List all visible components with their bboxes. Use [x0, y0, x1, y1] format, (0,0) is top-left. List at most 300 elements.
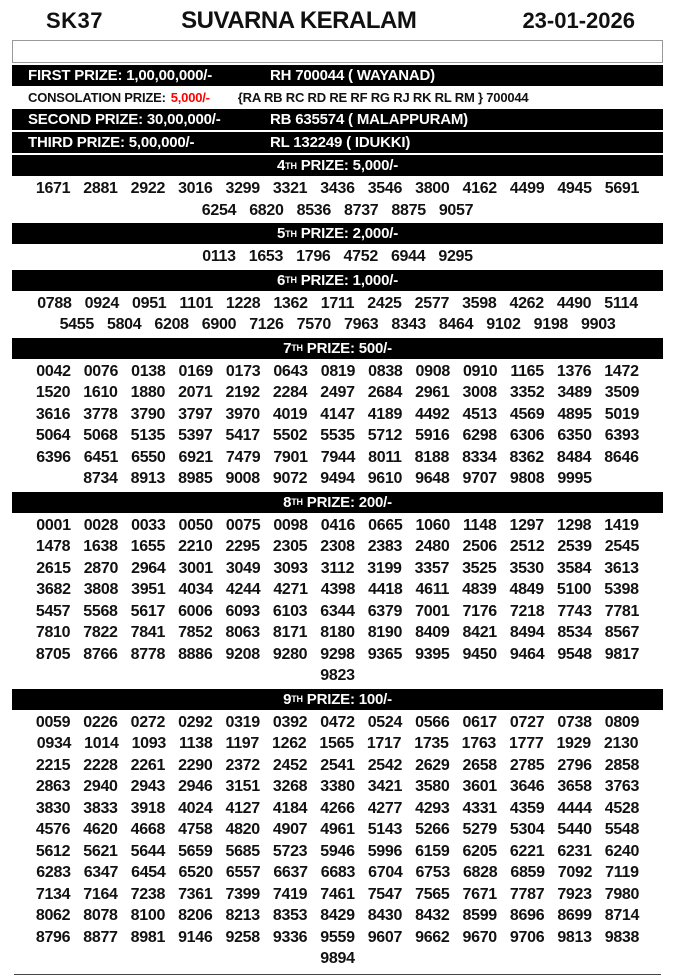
winning-number: 5691 [604, 180, 640, 197]
winning-number: 9365 [367, 645, 403, 663]
winning-number: 1777 [509, 735, 544, 752]
winning-number: 8646 [604, 448, 639, 466]
winning-number: 3299 [225, 180, 260, 197]
winning-number: 7119 [605, 864, 639, 881]
winning-number: 3584 [556, 559, 592, 577]
winning-number: 5548 [604, 821, 640, 838]
winning-number: 4569 [509, 405, 545, 423]
winning-number: 9662 [415, 928, 450, 946]
winning-number: 8078 [83, 907, 118, 924]
winning-number: 5535 [320, 427, 355, 444]
winning-number: 1653 [248, 248, 284, 265]
winning-number: 6006 [178, 602, 213, 620]
winning-number: 3530 [509, 559, 544, 577]
winning-number: 6093 [225, 602, 260, 620]
winning-number: 0001 [36, 516, 71, 534]
prize-tier-header: 5 TH PRIZE: 2,000/- [12, 223, 663, 244]
winning-number: 9464 [509, 645, 545, 663]
consolation-prize-row [12, 88, 663, 107]
winning-number: 5398 [604, 581, 639, 598]
winning-number: 1638 [83, 538, 118, 555]
winning-number: 1376 [556, 362, 592, 380]
winning-number: 5996 [367, 842, 403, 860]
winning-number: 3763 [604, 778, 640, 795]
winning-number: 5712 [367, 427, 403, 444]
winning-number: 6828 [462, 864, 498, 881]
winning-number: 3970 [225, 405, 260, 423]
winning-number: 4293 [415, 799, 450, 817]
winning-number: 2785 [509, 756, 545, 774]
winning-number: 0643 [273, 362, 308, 380]
winning-number: 3199 [367, 559, 402, 577]
winning-number: 9670 [462, 928, 497, 946]
winning-number: 5685 [225, 842, 260, 860]
winning-number: 4398 [320, 581, 356, 598]
winning-number: 4611 [415, 581, 450, 598]
winning-number: 6283 [36, 864, 71, 881]
winning-number: 7980 [604, 885, 640, 903]
winning-number: 8190 [367, 624, 403, 641]
winning-number: 0113 [202, 248, 236, 265]
winning-number: 2545 [604, 538, 640, 555]
winning-number: 7461 [320, 885, 355, 903]
winning-number: 3546 [367, 180, 403, 197]
winning-number: 0416 [320, 516, 356, 534]
result-header [0, 0, 675, 38]
winning-number: 2964 [131, 559, 166, 577]
consolation-series: {RA RB RC RD RE RF RG RJ RK RL RM } 700044 [237, 90, 529, 105]
winning-number: 6350 [557, 427, 592, 444]
winning-number: 8981 [130, 928, 166, 946]
winning-number: 8696 [509, 907, 545, 924]
winning-number: 7126 [249, 316, 284, 333]
empty-field-box [12, 40, 663, 63]
winning-number: 4277 [367, 799, 403, 817]
first-prize-winner: RH 700044 ( WAYANAD) [270, 67, 435, 84]
winning-number: 2922 [130, 180, 166, 197]
winning-number: 1717 [366, 735, 402, 752]
winning-number: 2192 [225, 384, 260, 401]
winning-number: 0138 [131, 362, 166, 380]
winning-number: 3016 [178, 180, 213, 197]
winning-number: 4752 [343, 248, 378, 265]
winning-number: 5397 [178, 427, 213, 444]
winning-number: 3093 [273, 559, 308, 577]
winning-number: 6306 [509, 427, 545, 444]
winning-number: 2228 [83, 756, 118, 774]
winning-number: 5143 [367, 821, 403, 838]
winning-number: 2284 [272, 384, 308, 401]
winning-numbers-row [0, 601, 675, 623]
winning-number: 8421 [462, 624, 497, 641]
winning-number: 6393 [604, 427, 640, 444]
winning-number: 5457 [35, 602, 71, 620]
winning-number: 0838 [368, 362, 403, 380]
winning-number: 5502 [272, 427, 308, 444]
third-prize-bar [12, 132, 663, 153]
winning-number: 3049 [225, 559, 261, 577]
winning-number: 7361 [178, 885, 213, 903]
winning-number: 7134 [35, 885, 71, 903]
winning-number: 9813 [557, 928, 592, 946]
winning-number: 3380 [320, 778, 355, 795]
winning-number: 4019 [272, 405, 308, 423]
winning-number: 8494 [509, 624, 545, 641]
winning-number: 1655 [130, 538, 166, 555]
winning-number: 9808 [509, 470, 545, 487]
winning-number: 2542 [367, 756, 403, 774]
winning-number: 6944 [390, 248, 426, 265]
winning-number: 1228 [225, 294, 261, 312]
winning-numbers-row [0, 200, 675, 222]
winning-number: 2308 [320, 538, 355, 555]
winning-number: 5304 [509, 821, 545, 838]
winning-number: 5621 [83, 842, 118, 860]
winning-number: 8343 [391, 316, 426, 333]
winning-number: 8796 [35, 928, 71, 946]
winning-number: 2305 [272, 538, 308, 555]
winning-number: 4849 [509, 581, 544, 598]
winning-number: 0226 [83, 713, 118, 731]
winning-number: 8188 [414, 448, 450, 466]
winning-number: 4162 [462, 180, 497, 197]
winning-number: 3112 [320, 559, 355, 577]
winning-number: 9706 [509, 928, 545, 946]
winning-number: 1472 [604, 362, 639, 380]
winning-number: 6704 [368, 864, 403, 881]
winning-number: 2684 [367, 384, 403, 401]
winning-number: 7479 [225, 448, 261, 466]
winning-number: 0292 [178, 713, 213, 731]
winning-number: 6900 [201, 316, 237, 333]
winning-number: 0617 [462, 713, 497, 731]
winning-number: 3421 [367, 778, 403, 795]
winning-number: 9607 [367, 928, 403, 946]
winning-number: 6159 [415, 842, 450, 860]
winning-number: 1610 [83, 384, 118, 401]
winning-number: 2796 [557, 756, 592, 774]
winning-number: 0665 [368, 516, 403, 534]
winning-number: 0059 [35, 713, 71, 731]
winning-number: 4895 [557, 405, 592, 423]
winning-numbers-row [0, 862, 675, 884]
winning-number: 1060 [415, 516, 450, 534]
winning-number: 6550 [131, 448, 166, 466]
winning-number: 3352 [509, 384, 545, 401]
winning-number: 4528 [604, 799, 640, 817]
winning-number: 6859 [510, 864, 545, 881]
winning-number: 8534 [557, 624, 592, 641]
winning-number: 7852 [178, 624, 213, 641]
winning-number: 3613 [604, 559, 639, 577]
winning-number: 7238 [130, 885, 166, 903]
winning-number: 5617 [130, 602, 166, 620]
winning-number: 0076 [83, 362, 119, 380]
winning-number: 9208 [225, 645, 260, 663]
winning-number: 9102 [486, 316, 521, 333]
winning-number: 2480 [415, 538, 450, 555]
winning-number: 3616 [35, 405, 71, 423]
winning-numbers-row [0, 246, 675, 268]
winning-number: 2512 [509, 538, 545, 555]
winning-number: 7570 [296, 316, 331, 333]
winning-number: 7565 [415, 885, 450, 903]
winning-numbers-row [0, 382, 675, 404]
winning-number: 9298 [320, 645, 355, 663]
winning-number: 4331 [462, 799, 497, 817]
winning-number: 8714 [604, 907, 640, 924]
winning-number: 9494 [320, 470, 355, 487]
winning-numbers-row [0, 798, 675, 820]
winning-numbers-row [0, 468, 675, 490]
winning-number: 1138 [178, 735, 213, 752]
winning-number: 1711 [320, 294, 355, 312]
winning-number: 8913 [130, 470, 166, 487]
winning-number: 3008 [462, 384, 497, 401]
winning-number: 9548 [557, 645, 592, 663]
winning-number: 3001 [178, 559, 213, 577]
winning-number: 8062 [35, 907, 71, 924]
winning-number: 4418 [368, 581, 403, 598]
winning-number: 6820 [249, 201, 284, 219]
winning-number: 5279 [462, 821, 497, 838]
winning-number: 3509 [604, 384, 640, 401]
winning-number: 9280 [272, 645, 308, 663]
winning-number: 7944 [320, 448, 356, 466]
winning-number: 2215 [35, 756, 71, 774]
second-prize-winner: RB 635574 ( MALAPPURAM) [270, 111, 468, 128]
winning-number: 5568 [83, 602, 118, 620]
winning-number: 1880 [130, 384, 166, 401]
prize-tier-header: 4 TH PRIZE: 5,000/- [12, 155, 663, 176]
winning-number: 7218 [509, 602, 545, 620]
winning-number: 5659 [178, 842, 213, 860]
winning-number: 7419 [272, 885, 308, 903]
winning-number: 7743 [557, 602, 592, 620]
winning-number: 0098 [273, 516, 308, 534]
winning-number: 6231 [557, 842, 592, 860]
winning-numbers-row [0, 314, 675, 336]
winning-number: 7810 [35, 624, 71, 641]
winning-number: 5266 [415, 821, 450, 838]
winning-numbers-row [0, 948, 675, 970]
prize-tier-header: 7 TH PRIZE: 500/- [12, 338, 663, 359]
third-prize-winner: RL 132249 ( IDUKKI) [270, 134, 411, 151]
winning-number: 2541 [320, 756, 355, 774]
winning-number: 1796 [296, 248, 331, 265]
winning-number: 4668 [130, 821, 166, 838]
winning-number: 8734 [83, 470, 118, 487]
winning-number: 2372 [225, 756, 260, 774]
winning-number: 7547 [367, 885, 403, 903]
winning-number: 7923 [557, 885, 592, 903]
winning-number: 5723 [272, 842, 308, 860]
winning-number: 3580 [415, 778, 450, 795]
winning-number: 2629 [415, 756, 450, 774]
winning-number: 8063 [225, 624, 260, 641]
winning-number: 6254 [201, 201, 237, 219]
winning-number: 6208 [154, 316, 189, 333]
winning-number: 6683 [320, 864, 356, 881]
winning-number: 5612 [35, 842, 71, 860]
winning-number: 3151 [225, 778, 260, 795]
winning-numbers-row [0, 579, 675, 601]
winning-number: 2881 [83, 180, 118, 197]
winning-number: 0924 [84, 294, 119, 312]
winning-number: 1565 [319, 735, 354, 752]
winning-number: 4184 [272, 799, 308, 817]
winning-number: 9823 [320, 667, 355, 684]
winning-number: 5114 [604, 294, 638, 312]
winning-numbers-row [0, 884, 675, 906]
consolation-amount: 5,000/- [170, 90, 210, 105]
winning-number: 8699 [557, 907, 592, 924]
winning-number: 9707 [462, 470, 497, 487]
winning-number: 6921 [178, 448, 213, 466]
winning-number: 0319 [225, 713, 260, 731]
winning-number: 9903 [581, 316, 616, 333]
winning-number: 0173 [225, 362, 261, 380]
winning-number: 6454 [131, 864, 166, 881]
winning-number: 9610 [367, 470, 403, 487]
winning-number: 8409 [415, 624, 450, 641]
winning-number: 8171 [272, 624, 308, 641]
winning-number: 1419 [604, 516, 639, 534]
winning-number: 8464 [438, 316, 474, 333]
winning-number: 4444 [557, 799, 592, 817]
winning-number: 2940 [83, 778, 118, 795]
winning-number: 9894 [320, 950, 355, 967]
winning-number: 0934 [36, 735, 72, 752]
winning-number: 1197 [225, 735, 259, 752]
winning-number: 0472 [320, 713, 355, 731]
third-prize-label: THIRD PRIZE: 5,00,000/- [28, 134, 195, 151]
winning-number: 8206 [178, 907, 213, 924]
winning-number: 7822 [83, 624, 118, 641]
winning-number: 5100 [556, 581, 592, 598]
winning-number: 6451 [83, 448, 119, 466]
winning-numbers-row [0, 622, 675, 644]
winning-number: 8875 [391, 201, 426, 219]
winning-number: 7671 [462, 885, 497, 903]
winning-number: 4492 [415, 405, 450, 423]
winning-number: 1763 [461, 735, 497, 752]
winning-number: 5135 [130, 427, 166, 444]
winning-number: 1298 [556, 516, 592, 534]
winning-number: 4024 [178, 799, 213, 817]
winning-number: 6240 [604, 842, 640, 860]
winning-number: 8430 [367, 907, 403, 924]
winning-number: 9559 [320, 928, 355, 946]
winning-number: 4839 [462, 581, 497, 598]
winning-number: 4945 [557, 180, 592, 197]
winning-number: 9295 [438, 248, 473, 265]
winning-numbers-row [0, 293, 675, 315]
winning-number: 0042 [36, 362, 71, 380]
winning-number: 3808 [83, 581, 119, 598]
winning-number: 7001 [415, 602, 450, 620]
winning-number: 3800 [415, 180, 450, 197]
winning-number: 2961 [415, 384, 450, 401]
winning-number: 2943 [130, 778, 166, 795]
winning-number: 0392 [272, 713, 308, 731]
winning-number: 3525 [462, 559, 497, 577]
winning-number: 9817 [604, 645, 640, 663]
winning-numbers-row [0, 755, 675, 777]
winning-number: 4620 [83, 821, 118, 838]
winning-number: 4359 [509, 799, 545, 817]
winning-number: 6347 [83, 864, 119, 881]
winning-number: 1362 [273, 294, 308, 312]
winning-number: 2615 [36, 559, 71, 577]
winning-number: 2539 [557, 538, 592, 555]
winning-number: 5064 [35, 427, 71, 444]
winning-number: 2130 [603, 735, 639, 752]
bottom-divider [14, 974, 661, 975]
winning-number: 0033 [131, 516, 166, 534]
winning-number: 1165 [510, 362, 544, 380]
winning-number: 4907 [272, 821, 308, 838]
winning-number: 8766 [83, 645, 118, 663]
winning-number: 0951 [132, 294, 167, 312]
prize-sections [0, 155, 675, 970]
winning-number: 3790 [130, 405, 166, 423]
lottery-title: SUVARNA KERALAM [181, 7, 417, 34]
winning-number: 3918 [130, 799, 166, 817]
winning-number: 5644 [130, 842, 166, 860]
winning-number: 2383 [367, 538, 403, 555]
winning-number: 7781 [604, 602, 640, 620]
winning-number: 0910 [462, 362, 498, 380]
first-prize-bar [12, 65, 663, 86]
winning-number: 1929 [556, 735, 591, 752]
winning-numbers-row [0, 447, 675, 469]
winning-number: 4034 [178, 581, 213, 598]
winning-number: 4147 [320, 405, 355, 423]
winning-number: 9648 [415, 470, 450, 487]
winning-number: 4513 [462, 405, 497, 423]
winning-number: 7164 [83, 885, 118, 903]
winning-number: 6557 [225, 864, 261, 881]
winning-number: 5946 [320, 842, 355, 860]
winning-numbers-row [0, 515, 675, 537]
winning-number: 0169 [178, 362, 213, 380]
winning-number: 2452 [272, 756, 308, 774]
winning-number: 9198 [533, 316, 569, 333]
winning-number: 7092 [557, 864, 593, 881]
winning-number: 7399 [225, 885, 260, 903]
winning-number: 6205 [462, 842, 497, 860]
winning-number: 7841 [130, 624, 166, 641]
winning-number: 3830 [35, 799, 71, 817]
winning-number: 4244 [225, 581, 261, 598]
winning-number: 6396 [36, 448, 71, 466]
winning-number: 6298 [462, 427, 497, 444]
winning-number: 1735 [414, 735, 449, 752]
winning-number: 6103 [272, 602, 308, 620]
winning-number: 8705 [35, 645, 71, 663]
winning-number: 2506 [462, 538, 497, 555]
winning-number: 8353 [272, 907, 308, 924]
winning-number: 0738 [557, 713, 592, 731]
winning-number: 4499 [509, 180, 545, 197]
winning-number: 2577 [414, 294, 450, 312]
winning-numbers-row [0, 665, 675, 687]
winning-number: 1014 [84, 735, 119, 752]
winning-number: 4262 [509, 294, 544, 312]
winning-number: 0272 [130, 713, 166, 731]
winning-number: 6520 [178, 864, 213, 881]
